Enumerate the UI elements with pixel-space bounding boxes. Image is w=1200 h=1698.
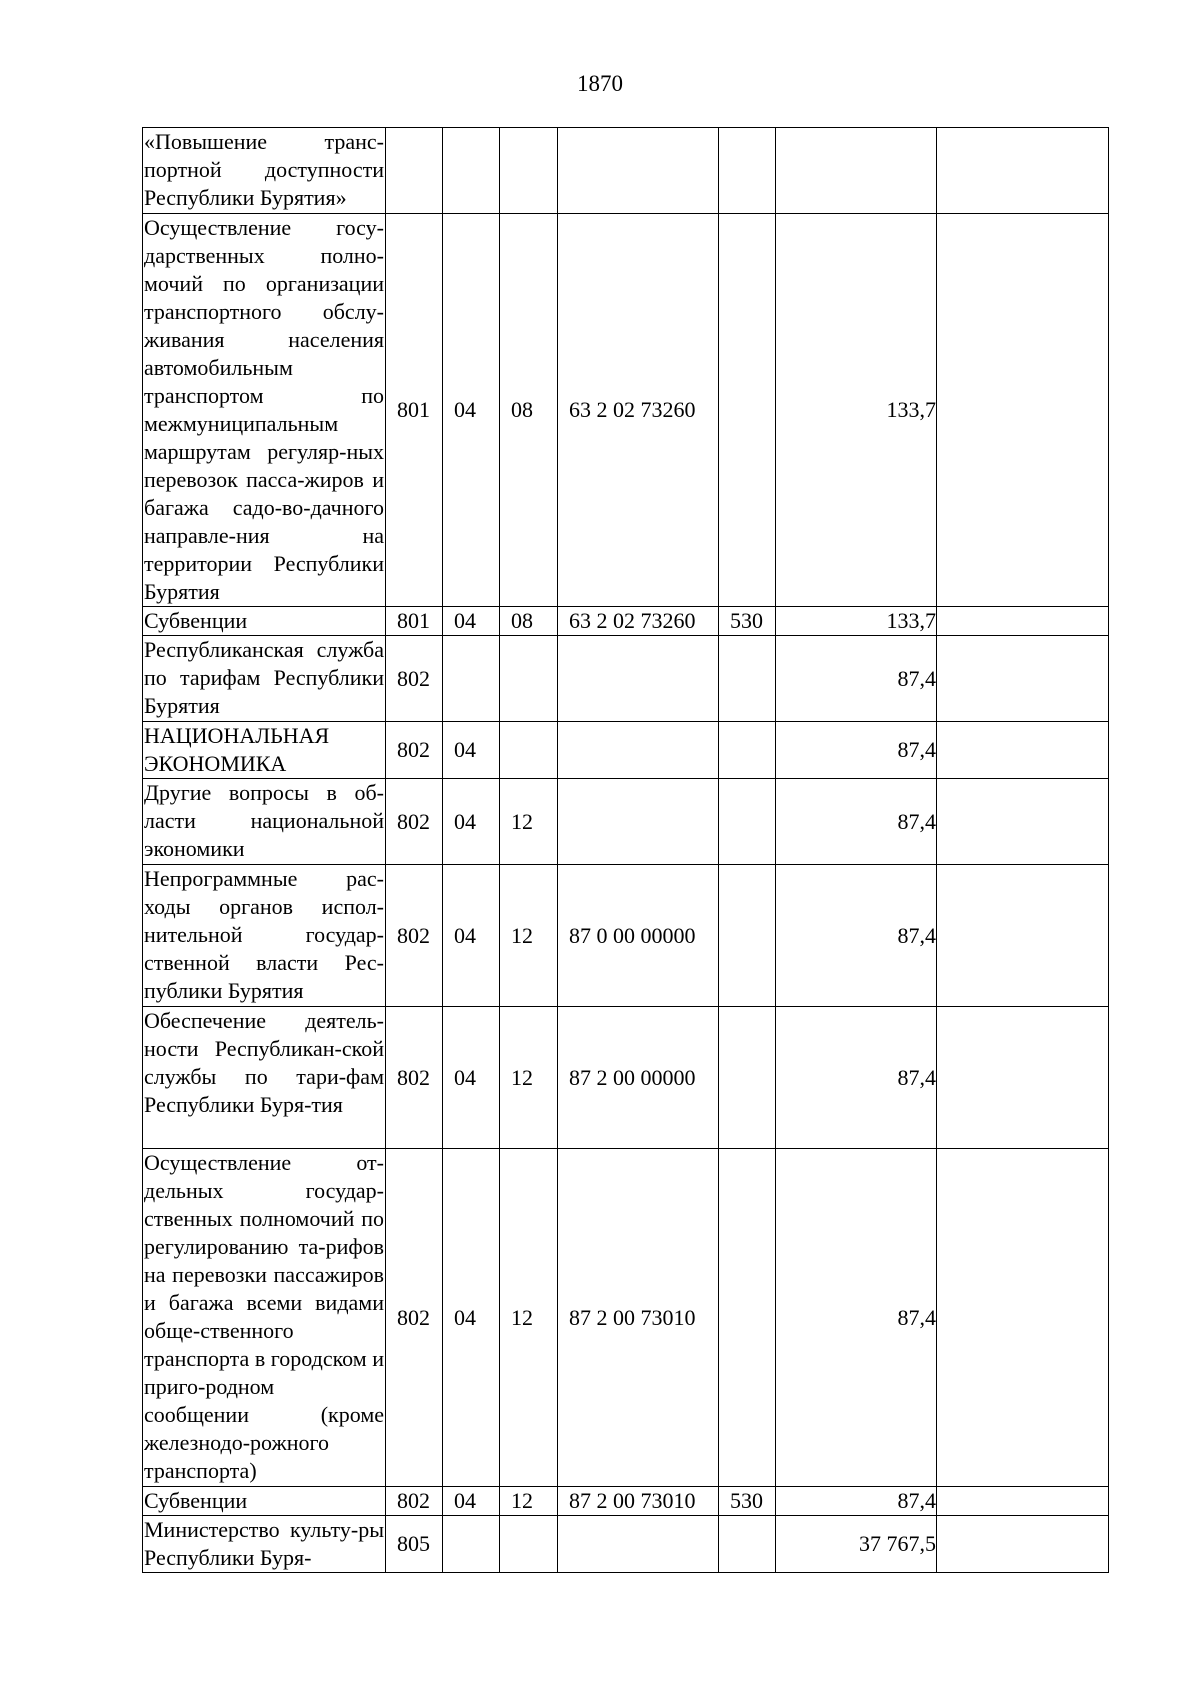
csr-cell: 87 2 00 00000 bbox=[558, 1007, 719, 1149]
pr-cell: 12 bbox=[500, 1487, 558, 1516]
vr-cell bbox=[719, 1149, 776, 1487]
table-row bbox=[143, 722, 1109, 779]
csr-cell bbox=[558, 636, 719, 722]
vr-cell: 530 bbox=[719, 1487, 776, 1516]
sum-cell: 87,4 bbox=[776, 1149, 937, 1487]
vr-cell bbox=[719, 779, 776, 865]
ved-cell bbox=[386, 128, 443, 214]
table-row bbox=[143, 865, 1109, 1007]
pr-cell: 08 bbox=[500, 607, 558, 636]
rz-cell: 04 bbox=[443, 722, 500, 779]
vr-cell: 530 bbox=[719, 607, 776, 636]
rz-cell: 04 bbox=[443, 214, 500, 607]
ved-cell: 802 bbox=[386, 865, 443, 1007]
pr-cell: 08 bbox=[500, 214, 558, 607]
row-name-cell: Республиканская служба по тарифам Республики Бурятия bbox=[143, 636, 386, 722]
row-name-cell: Осуществление от-дельных государ-ственных полномочий по регулированию та-рифов на перевозки пассажиров и багажа всеми видами обще-ственного транспорта в городском и приго-родном сообщении (кроме железнодо-рожного транспорта) bbox=[143, 1149, 386, 1487]
rz-cell: 04 bbox=[443, 1487, 500, 1516]
rz-cell bbox=[443, 128, 500, 214]
table-row bbox=[143, 1149, 1109, 1487]
row-name-cell: Обеспечение деятель-ности Республикан-ской службы по тари-фам Республики Буря-тия bbox=[143, 1007, 386, 1149]
row-name-cell: Другие вопросы в об-ласти национальной экономики bbox=[143, 779, 386, 865]
ved-cell: 802 bbox=[386, 1007, 443, 1149]
vr-cell bbox=[719, 722, 776, 779]
row-name-cell: «Повышение транс-портной доступности Республики Бурятия» bbox=[143, 128, 386, 214]
extra-cell bbox=[937, 1516, 1109, 1573]
sum-cell: 133,7 bbox=[776, 607, 937, 636]
extra-cell bbox=[937, 722, 1109, 779]
sum-cell: 133,7 bbox=[776, 214, 937, 607]
page-number: 1870 bbox=[577, 71, 623, 96]
rz-cell: 04 bbox=[443, 779, 500, 865]
table-row bbox=[143, 1487, 1109, 1516]
rz-cell: 04 bbox=[443, 1007, 500, 1149]
csr-cell: 63 2 02 73260 bbox=[558, 214, 719, 607]
sum-cell: 87,4 bbox=[776, 865, 937, 1007]
vr-cell bbox=[719, 128, 776, 214]
ved-cell: 805 bbox=[386, 1516, 443, 1573]
pr-cell: 12 bbox=[500, 1007, 558, 1149]
extra-cell bbox=[937, 607, 1109, 636]
pr-cell: 12 bbox=[500, 1149, 558, 1487]
pr-cell bbox=[500, 1516, 558, 1573]
table-row bbox=[143, 779, 1109, 865]
csr-cell bbox=[558, 128, 719, 214]
budget-table bbox=[142, 127, 1109, 1573]
table-row bbox=[143, 636, 1109, 722]
table-row bbox=[143, 1007, 1109, 1149]
ved-cell: 802 bbox=[386, 1487, 443, 1516]
csr-cell: 87 2 00 73010 bbox=[558, 1149, 719, 1487]
sum-cell: 87,4 bbox=[776, 779, 937, 865]
sum-cell: 87,4 bbox=[776, 1007, 937, 1149]
row-name-cell: Субвенции bbox=[143, 1487, 386, 1516]
extra-cell bbox=[937, 214, 1109, 607]
table-row bbox=[143, 214, 1109, 607]
extra-cell bbox=[937, 779, 1109, 865]
sum-cell: 87,4 bbox=[776, 636, 937, 722]
rz-cell: 04 bbox=[443, 607, 500, 636]
ved-cell: 802 bbox=[386, 636, 443, 722]
row-name-cell: НАЦИОНАЛЬНАЯ ЭКОНОМИКА bbox=[143, 722, 386, 779]
vr-cell bbox=[719, 636, 776, 722]
rz-cell bbox=[443, 636, 500, 722]
rz-cell: 04 bbox=[443, 865, 500, 1007]
sum-cell bbox=[776, 128, 937, 214]
rz-cell: 04 bbox=[443, 1149, 500, 1487]
table-row bbox=[143, 1516, 1109, 1573]
csr-cell: 87 0 00 00000 bbox=[558, 865, 719, 1007]
vr-cell bbox=[719, 214, 776, 607]
row-name-cell: Субвенции bbox=[143, 607, 386, 636]
csr-cell bbox=[558, 1516, 719, 1573]
csr-cell bbox=[558, 779, 719, 865]
row-name-cell: Непрограммные рас-ходы органов испол-нительной государ-ственной власти Рес-публики Бурятия bbox=[143, 865, 386, 1007]
pr-cell bbox=[500, 636, 558, 722]
pr-cell: 12 bbox=[500, 865, 558, 1007]
extra-cell bbox=[937, 1487, 1109, 1516]
vr-cell bbox=[719, 865, 776, 1007]
vr-cell bbox=[719, 1007, 776, 1149]
pr-cell: 12 bbox=[500, 779, 558, 865]
ved-cell: 801 bbox=[386, 214, 443, 607]
row-name-cell: Министерство культу-ры Республики Буря- bbox=[143, 1516, 386, 1573]
row-name-cell: Осуществление госу-дарственных полно-мочий по организации транспортного обслу-живания населения автомобильным транспортом по межмуниципальным маршрутам регуляр-ных перевозок пасса-жиров и багажа садо-во-дачного направле-ния на территории Республики Бурятия bbox=[143, 214, 386, 607]
csr-cell: 63 2 02 73260 bbox=[558, 607, 719, 636]
ved-cell: 801 bbox=[386, 607, 443, 636]
vr-cell bbox=[719, 1516, 776, 1573]
table-row bbox=[143, 607, 1109, 636]
extra-cell bbox=[937, 636, 1109, 722]
table-row bbox=[143, 128, 1109, 214]
ved-cell: 802 bbox=[386, 722, 443, 779]
pr-cell bbox=[500, 722, 558, 779]
extra-cell bbox=[937, 1149, 1109, 1487]
ved-cell: 802 bbox=[386, 779, 443, 865]
csr-cell bbox=[558, 722, 719, 779]
ved-cell: 802 bbox=[386, 1149, 443, 1487]
rz-cell bbox=[443, 1516, 500, 1573]
extra-cell bbox=[937, 128, 1109, 214]
sum-cell: 37 767,5 bbox=[776, 1516, 937, 1573]
extra-cell bbox=[937, 1007, 1109, 1149]
extra-cell bbox=[937, 865, 1109, 1007]
sum-cell: 87,4 bbox=[776, 1487, 937, 1516]
sum-cell: 87,4 bbox=[776, 722, 937, 779]
csr-cell: 87 2 00 73010 bbox=[558, 1487, 719, 1516]
pr-cell bbox=[500, 128, 558, 214]
